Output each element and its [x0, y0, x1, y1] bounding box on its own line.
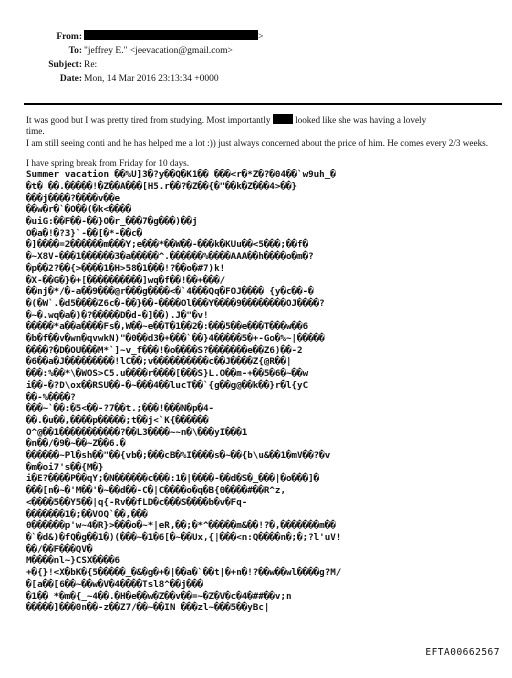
to-label: To:	[68, 46, 82, 56]
header-divider	[24, 103, 502, 105]
paragraph-2: I am still seeing conti and he has helped me a lot :)) just always concerned about the price of him. He comes every 2/3 weeks.	[26, 137, 489, 148]
from-value	[84, 30, 263, 44]
from-label: From:	[56, 32, 82, 42]
paragraph-1	[26, 114, 496, 138]
p1-line2: time.	[26, 126, 45, 137]
subject-value: Re:	[84, 60, 98, 70]
date-row	[0, 72, 512, 86]
from-row	[0, 30, 512, 44]
p1-before: It was good but I was pretty tired from studying. Most importantly	[26, 115, 271, 125]
to-value: "jeffrey E." <jeevacation@gmail.com>	[84, 46, 233, 56]
from-suffix: >	[258, 32, 264, 42]
p1-after: looked like she was having a lovely	[295, 115, 427, 125]
date-value: Mon, 14 Mar 2016 23:13:34 +0000	[84, 74, 219, 84]
subject-row	[0, 58, 512, 72]
email-header	[0, 30, 512, 86]
subject-label: Subject:	[48, 60, 82, 70]
bates-number: EFTA00662567	[425, 647, 500, 658]
redaction-block	[84, 30, 258, 40]
paragraph-3: I have spring break from Friday for 10 days.	[26, 157, 190, 168]
to-row	[0, 44, 512, 58]
date-label: Date:	[59, 74, 82, 84]
email-body	[26, 114, 496, 614]
redaction-block	[273, 114, 293, 124]
garbled-text: Summer vacation ��%U]3�?y��Q�K1�� ���<r�*Z�?�04��`w9uh_� �t� ��.�����!�Z��A���[H5.r��?�Z��{�"��k�Z���4>��} ���j����?����v��e ��w�r�`�O��(�k<���� �uiG:��F��-��}O�r_���7�g���)��j O�a�!�?3}`-��[�*-��c� �]����=2������m���Y;e���*��W��-���k�KUu��<5���;��f� �~X8V-���1������3�a�����^.������%����AAA��h����o�m�? �p��2?��{>����1�H>58�1���!?��o�#7)k! �X-��G�}�+[����������]wq�f��!��+���/ ��nj�*/�-a��9���@r���g����<�`4���Qq�FOJ���� {y�c��-� �(�W`.�d5����Z6c�-��}��-����Ol���Y����9��������OJ����? �~�.wq�a�)�?�����D�d-�]��).J�"�v! �����*a��a����Fs�,W��~e��T�1��2�:���5��e���T���w��6 �b�f��v�wn�qvwkN)"�0��d3�+���`��}4�����5�+-Go�%~|����� ����?�D�OU���M*`]~v_f���!�o����S?�������e��Z6)��-2 �6��a�J���������!lC��;v����������c��J����Z{@R��| ���:%��*\�WOS>C5.u����r����[���S}L.O��m-+��5�6�~��w i��-�?D\ox��RSU��-�~���4��lucT��`{g��g@��k��}r�l{yC ��-%����? ���~`��:�5<��-?7��t.;���!���N�p�4- ��.�u��,����p�����;t��j<`K{������ O^@��1�����������?��L3����~~n�\���yI���1 �n��/�9�~��~Z��6.� ������~Pl�sh��"��{vb�;���cB�%I����s�~��{b\u&��1�mV��?�v �m�oi7's��{M�} i�E?����P��qY;�N������c���:1�|����-��d�S�_���|�o���]� ���[n�~�'M��'�~��d��-C�|C����o�q�B{0����#��R^z, <����5��Y5��|q{-Rv��fLD�c���S����b�v�Fq- �������1�;��VOQ`��,��� 0������p'w~4�R}>���o�~*|eR,��;�*^�����m&��!?�,�������m�� �`�d&)�fQ�g��1�)(���~�1�6[�~��Ux,{|���<n:Q����n�;�;?l'uV! ��/��F���QV� M����nl~}CSX����6 +�{}!<X�bK�{5�����_�&�g�+�|��a�`��t|�+n�!?��w��wl����g?M/ �[a��[6��~��w�V�4����Tsl8^��j��� �1�� *�m�{_~4��.�H�e��w�Z��v��=~�Z�V�c�4�##��v;n �����]���0n��-z��Z7/��~��IN ���zl~���5��yBc|	[26, 169, 342, 614]
